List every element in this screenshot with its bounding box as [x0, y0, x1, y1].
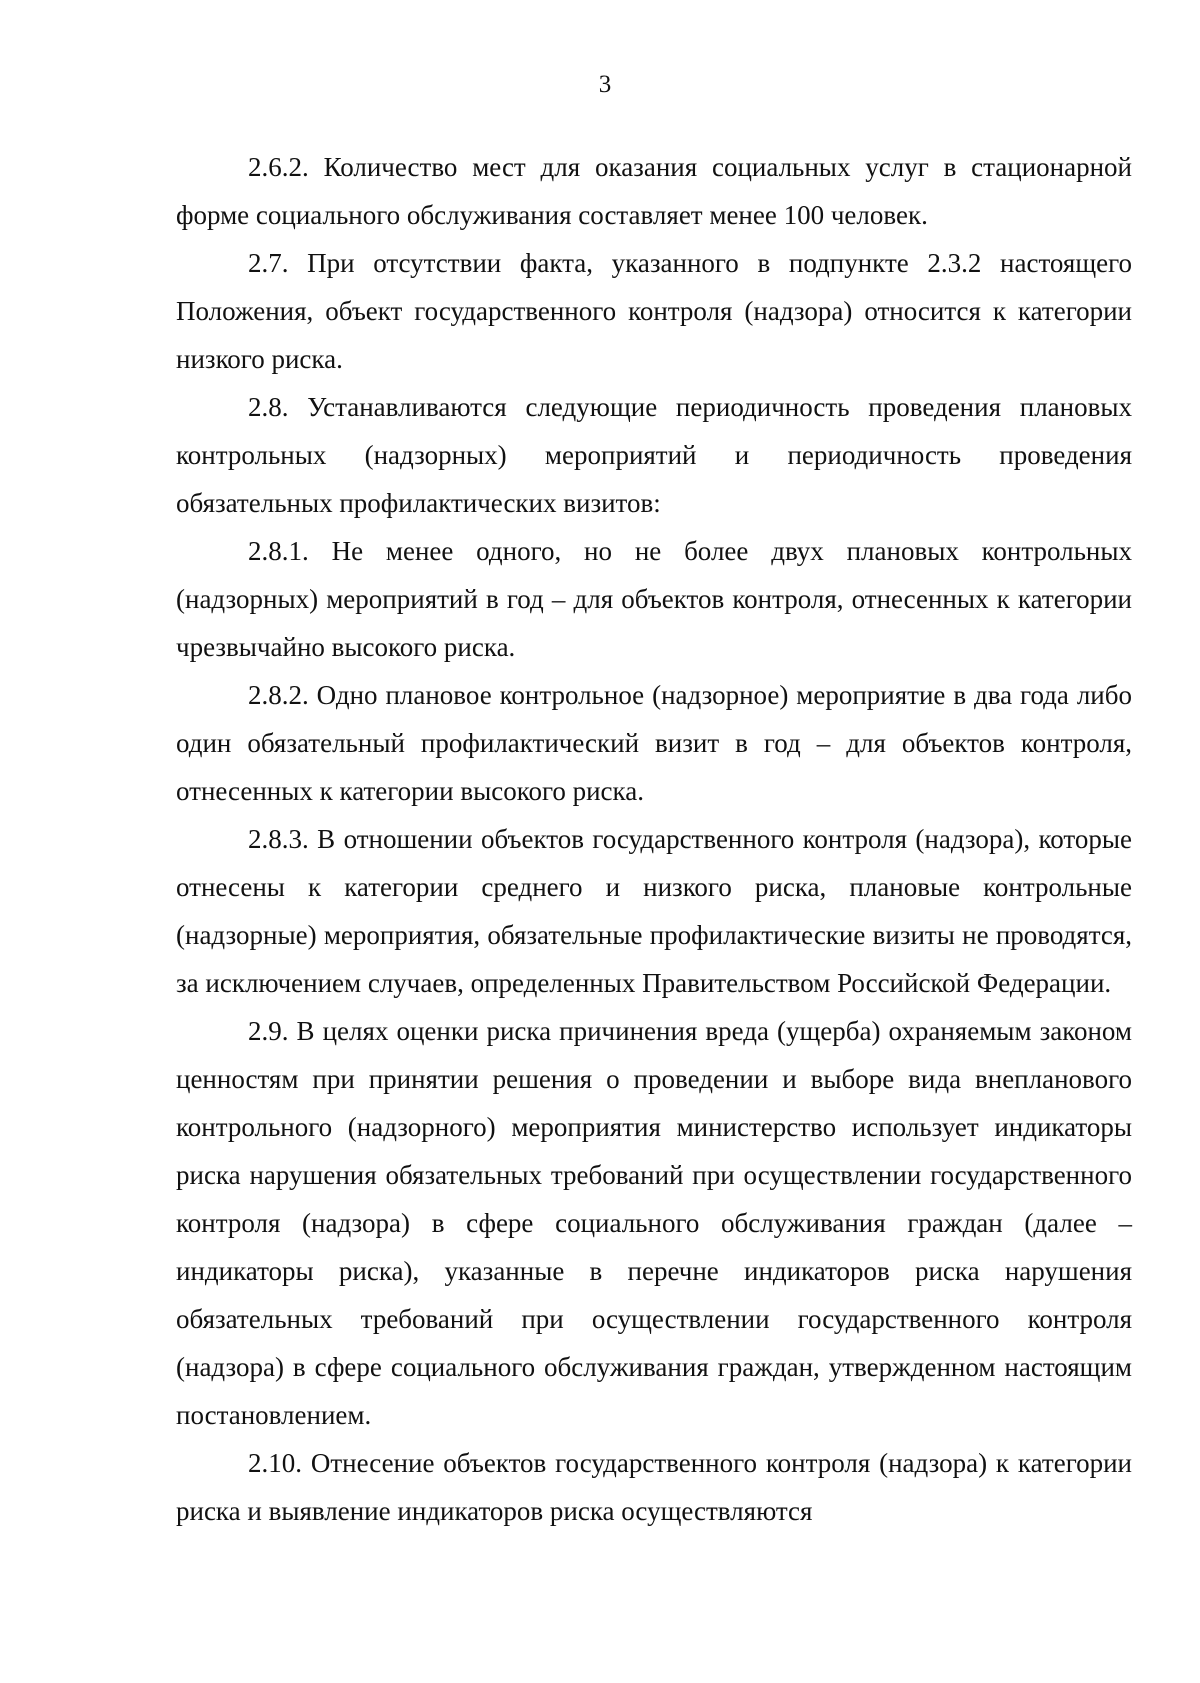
paragraph-2-6-2: 2.6.2. Количество мест для оказания социальных услуг в стационарной форме социального обслуживания составляет менее 100 человек.: [176, 152, 1132, 230]
paragraph-2-10: 2.10. Отнесение объектов государственного контроля (надзора) к категории риска и выявление индикаторов риска осуществляются: [176, 1448, 1132, 1526]
paragraph-2-8: 2.8. Устанавливаются следующие периодичность проведения плановых контрольных (надзорных) мероприятий и периодичность проведения обязательных профилактических визитов:: [176, 392, 1132, 518]
paragraph-2-9: 2.9. В целях оценки риска причинения вреда (ущерба) охраняемым законом ценностям при принятии решения о проведении и выборе вида внепланового контрольного (надзорного) мероприятия министерство использует индикаторы риска нарушения обязательных требований при осуществлении государственного контроля (надзора) в сфере социального обслуживания граждан (далее – индикаторы риска), указанные в перечне индикаторов риска нарушения обязательных требований при осуществлении государственного контроля (надзора) в сфере социального обслуживания граждан, утвержденном настоящим постановлением.: [176, 1016, 1132, 1430]
paragraph-2-7: 2.7. При отсутствии факта, указанного в подпункте 2.3.2 настоящего Положения, объект государственного контроля (надзора) относится к категории низкого риска.: [176, 248, 1132, 374]
paragraph-2-8-2: 2.8.2. Одно плановое контрольное (надзорное) мероприятие в два года либо один обязательный профилактический визит в год – для объектов контроля, отнесенных к категории высокого риска.: [176, 680, 1132, 806]
paragraph-2-8-3: 2.8.3. В отношении объектов государственного контроля (надзора), которые отнесены к категории среднего и низкого риска, плановые контрольные (надзорные) мероприятия, обязательные профилактические визиты не проводятся, за исключением случаев, определенных Правительством Российской Федерации.: [176, 824, 1132, 998]
document-body: [176, 143, 1132, 1535]
paragraph-2-8-1: 2.8.1. Не менее одного, но не более двух плановых контрольных (надзорных) мероприятий в год – для объектов контроля, отнесенных к категории чрезвычайно высокого риска.: [176, 536, 1132, 662]
page-number: 3: [598, 71, 612, 98]
